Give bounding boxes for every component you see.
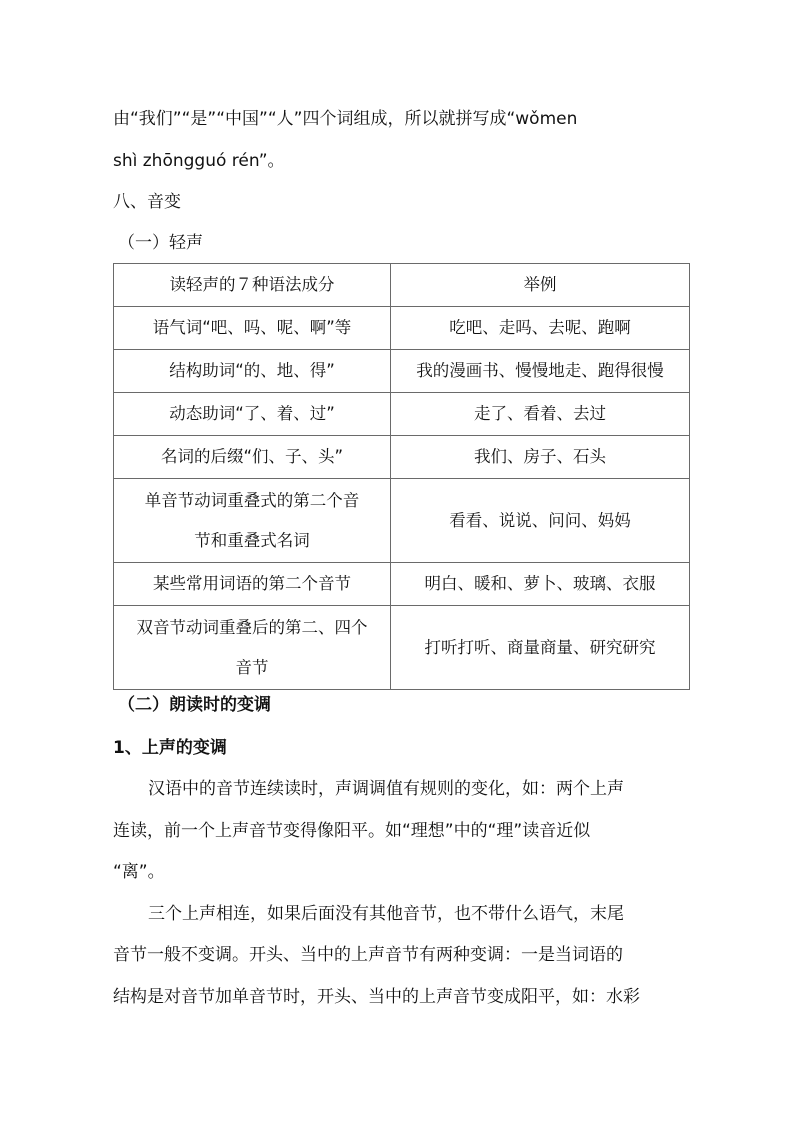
table-row (114, 563, 690, 606)
paragraph-2-line-3: 结构是对音节加单音节时，开头、当中的上声音节变成阳平，如：水彩 (113, 987, 640, 1007)
table-cell-category-line-1: 单音节动词重叠式的第二个音 (144, 490, 360, 510)
section-title-sound-change: 八、音变 (113, 192, 181, 212)
table-cell-example: 走了、看着、去过 (391, 393, 690, 436)
subsection-title-neutral-tone: （一）轻声 (118, 233, 203, 253)
table-row (114, 307, 690, 350)
table-cell-example: 打听打听、商量商量、研究研究 (391, 606, 690, 690)
paragraph-1-line-1: 汉语中的音节连续读时，声调调值有规则的变化，如：两个上声 (148, 779, 624, 799)
table-cell-category: 动态助词“了、着、过” (114, 393, 391, 436)
table-cell-category: 名词的后缀“们、子、头” (114, 436, 391, 479)
table-cell-category (114, 479, 391, 563)
table-cell-category-line-2: 节和重叠式名词 (194, 530, 310, 550)
table-header-row (114, 264, 690, 307)
paragraph-2-line-2: 音节一般不变调。开头、当中的上声音节有两种变调：一是当词语的 (113, 945, 623, 965)
paragraph-1-line-2: 连读，前一个上声音节变得像阳平。如“理想”中的“理”读音近似 (113, 821, 591, 841)
table-header-category: 读轻声的７种语法成分 (114, 264, 391, 307)
table-cell-example: 我的漫画书、慢慢地走、跑得很慢 (391, 350, 690, 393)
subsection-title-third-tone-sandhi: 1、上声的变调 (113, 738, 227, 758)
table-cell-example: 我们、房子、石头 (391, 436, 690, 479)
table-row (114, 606, 690, 690)
table-cell-category: 某些常用词语的第二个音节 (114, 563, 391, 606)
paragraph-1-line-3: “离”。 (113, 862, 165, 882)
subsection-title-tone-sandhi: （二）朗读时的变调 (118, 695, 271, 715)
table-row (114, 436, 690, 479)
table-cell-category-line-1: 双音节动词重叠后的第二、四个 (136, 617, 368, 637)
table-cell-example: 吃吧、走吗、去呢、跑啊 (391, 307, 690, 350)
table-cell-category (114, 606, 391, 690)
paragraph-2-line-1: 三个上声相连，如果后面没有其他音节，也不带什么语气，末尾 (148, 904, 624, 924)
intro-line-1: 由“我们”“是”“中国”“人”四个词组成，所以就拼写成“wǒmen (113, 109, 578, 129)
table-cell-category-line-2: 音节 (235, 657, 269, 677)
table-row (114, 350, 690, 393)
table-row (114, 479, 690, 563)
neutral-tone-table (113, 263, 690, 690)
table-cell-category: 语气词“吧、吗、呢、啊”等 (114, 307, 391, 350)
table-cell-example: 看看、说说、问问、妈妈 (391, 479, 690, 563)
table-header-example: 举例 (391, 264, 690, 307)
table-cell-category: 结构助词“的、地、得” (114, 350, 391, 393)
table-row (114, 393, 690, 436)
table-cell-example: 明白、暖和、萝卜、玻璃、衣服 (391, 563, 690, 606)
intro-line-2: shì zhōngguó rén”。 (113, 151, 285, 171)
